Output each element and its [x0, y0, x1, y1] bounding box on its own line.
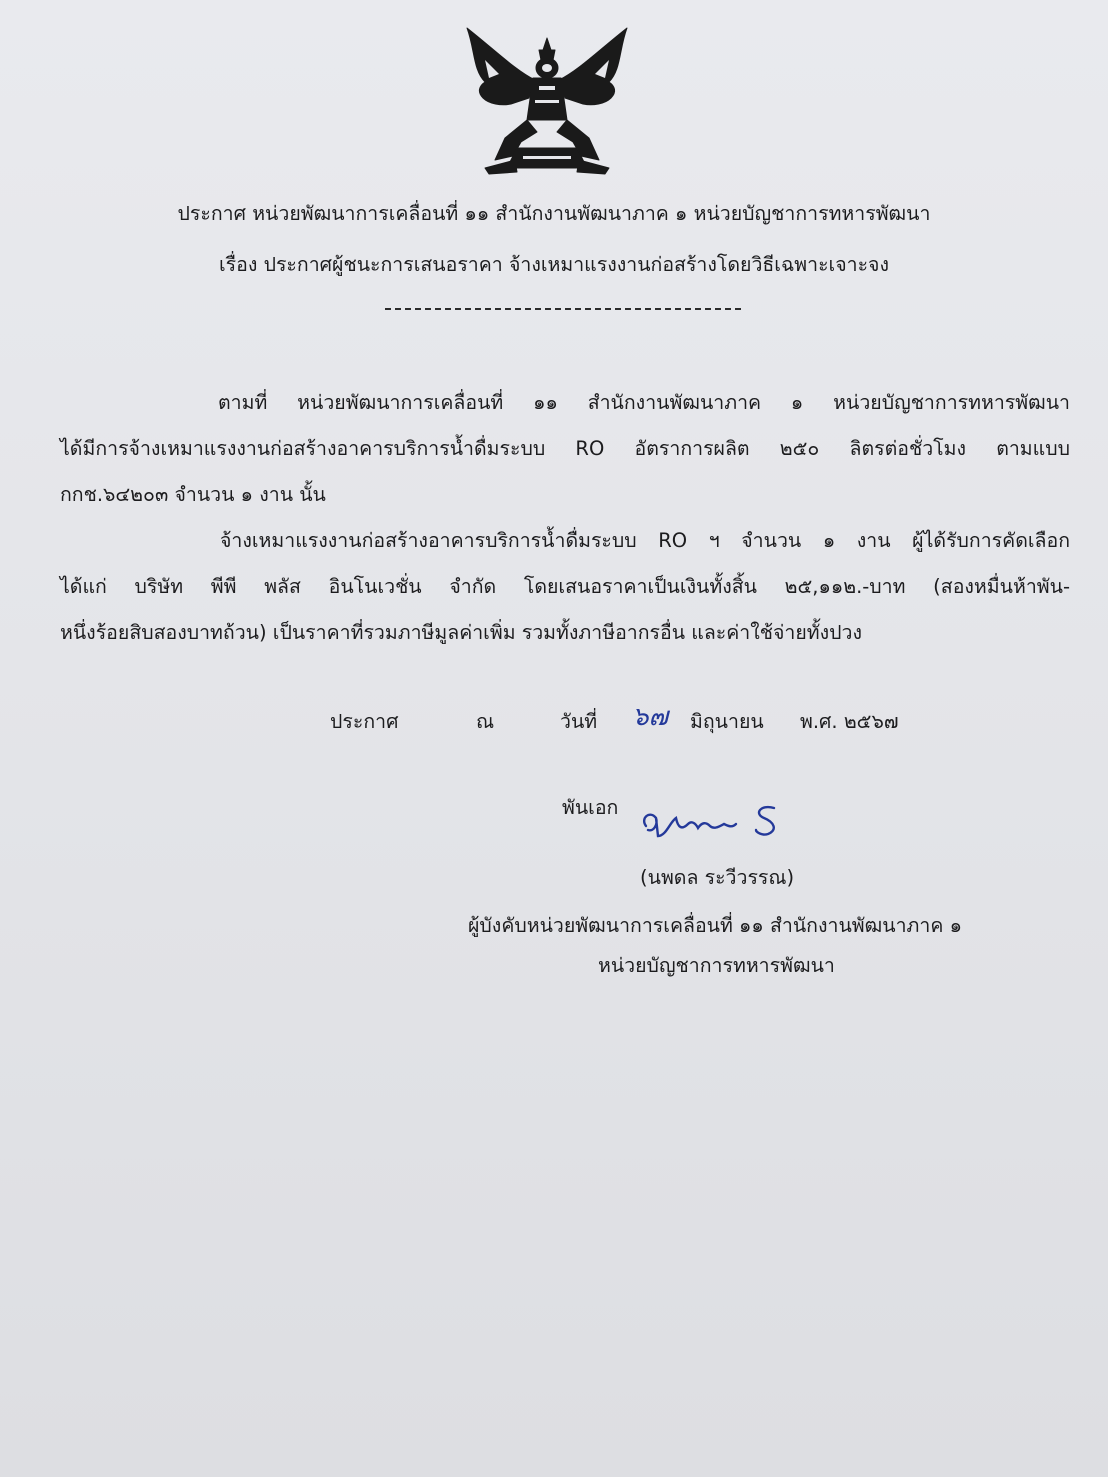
subject-title: เรื่อง ประกาศผู้ชนะการเสนอราคา จ้างเหมาแรงงานก่อสร้างโดยวิธีเฉพาะเจาะจง — [219, 253, 889, 276]
paragraph-2-line-2: ได้แก่ บริษัท พีพี พลัส อินโนเวชั่น จำกัด โดยเสนอราคาเป็นเงินทั้งสิ้น ๒๕,๑๑๒.-บาท (สองหมื่นห้าพัน- — [60, 575, 1070, 598]
signer-position-line-2: หน่วยบัญชาการทหารพัฒนา — [598, 954, 835, 977]
paragraph-2-line-1: จ้างเหมาแรงงานก่อสร้างอาคารบริการน้ำดื่มระบบ RO ฯ จำนวน ๑ งาน ผู้ได้รับการคัดเลือก — [220, 529, 1070, 552]
announcement-title: ประกาศ หน่วยพัฒนาการเคลื่อนที่ ๑๑ สำนักงานพัฒนาภาค ๑ หน่วยบัญชาการทหารพัฒนา — [177, 202, 931, 225]
garuda-emblem-icon — [455, 20, 640, 180]
dateline-at: ณ — [476, 710, 495, 733]
signer-rank: พันเอก — [562, 796, 619, 819]
paragraph-1-line-1: ตามที่ หน่วยพัฒนาการเคลื่อนที่ ๑๑ สำนักงานพัฒนาภาค ๑ หน่วยบัญชาการทหารพัฒนา — [218, 391, 1070, 414]
dateline-year: พ.ศ. ๒๕๖๗ — [800, 710, 899, 733]
signer-position-line-1: ผู้บังคับหน่วยพัฒนาการเคลื่อนที่ ๑๑ สำนักงานพัฒนาภาค ๑ — [468, 914, 962, 937]
paragraph-1-line-3: กกช.๖๔๒๐๓ จำนวน ๑ งาน นั้น — [60, 483, 326, 506]
handwritten-signature — [636, 800, 786, 844]
paragraph-1-line-2: ได้มีการจ้างเหมาแรงงานก่อสร้างอาคารบริการน้ำดื่มระบบ RO อัตราการผลิต ๒๕๐ ลิตรต่อชั่วโมง ตามแบบ — [60, 437, 1070, 460]
dateline-label: ประกาศ — [330, 710, 399, 733]
title-separator — [385, 308, 741, 310]
dateline-day-label: วันที่ — [560, 710, 598, 733]
signer-name: (นพดล ระวีวรรณ) — [640, 866, 795, 889]
handwritten-day: ๖๗ — [632, 702, 669, 732]
dateline-month: มิถุนายน — [690, 710, 764, 733]
paragraph-2-line-3: หนึ่งร้อยสิบสองบาทถ้วน) เป็นราคาที่รวมภาษีมูลค่าเพิ่ม รวมทั้งภาษีอากรอื่น และค่าใช้จ่ายทั้งปวง — [60, 621, 863, 644]
